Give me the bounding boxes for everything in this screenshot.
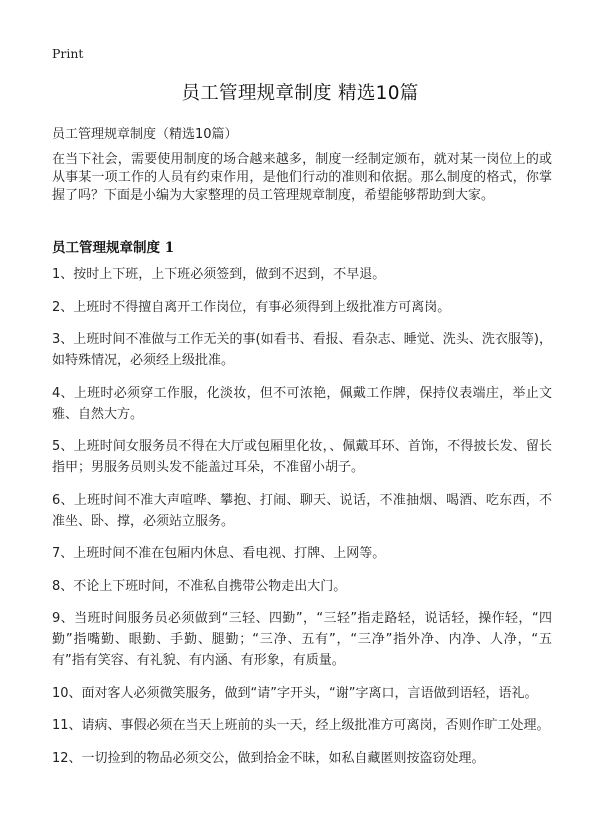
- rule-item-8: 8、不论上下班时间，不准私自携带公物走出大门。: [52, 578, 347, 594]
- section-heading: 员工管理规章制度 1: [52, 240, 175, 256]
- rule-item-9: 9、当班时间服务员必须做到“三轻、四勤”，“三轻”指走路轻，说话轻，操作轻，“四勤”指嘴勤、眼勤、手勤、腿勤；“三净、五有”，“三净”指外净、内净、人净，“五有”指有笑容、有礼貌、有内涵、有形象，有质量。: [52, 611, 552, 668]
- rule-item-1: 1、按时上下班，上下班必须签到，做到不迟到，不早退。: [52, 267, 386, 282]
- rule-item-11: 11、请病、事假必须在当天上班前的头一天，经上级批准方可离岗，否则作旷工处理。: [52, 718, 550, 733]
- rule-item-12: 12、一切捡到的物品必须交公，做到拾金不昧，如私自藏匿则按盗窃处理。: [52, 750, 485, 766]
- rule-item-5: 5、上班时间女服务员不得在大厅或包厢里化妆，、佩戴耳环、首饰，不得披长发、留长指甲；男服务员则头发不能盖过耳朵，不准留小胡子。: [52, 439, 552, 475]
- rule-item-4: 4、上班时必须穿工作服，化淡妆，但不可浓艳，佩戴工作牌，保持仪表端庄，举止文雅、自然大方。: [52, 385, 552, 422]
- rule-item-7: 7、上班时间不准在包厢内休息、看电视、打牌、上网等。: [52, 546, 386, 561]
- intro-paragraph: 在当下社会，需要使用制度的场合越来越多，制度一经制定颁布，就对某一岗位上的或从事某一项工作的人员有约束作用，是他们行动的准则和依据。那么制度的格式，你掌握了吗？下面是小编为大家整理的员工管理规章制度，希望能够帮助到大家。: [52, 152, 552, 203]
- print-link[interactable]: Print: [52, 46, 84, 61]
- document-subtitle: 员工管理规章制度（精选10篇）: [52, 127, 238, 142]
- rule-item-6: 6、上班时间不准大声喧哗、攀抱、打闹、聊天、说话，不准抽烟、喝酒、吃东西，不准坐、卧、撑，必须站立服务。: [52, 492, 552, 529]
- document-title: 员工管理规章制度 精选10篇: [181, 83, 419, 104]
- rule-item-2: 2、上班时不得擅自离开工作岗位，有事必须得到上级批准方可离岗。: [52, 299, 451, 315]
- rule-item-3: 3、上班时间不准做与工作无关的事(如看书、看报、看杂志、睡觉、洗头、洗衣服等)，如特殊情况，必须经上级批准。: [52, 332, 552, 368]
- rule-item-10: 10、面对客人必须微笑服务，做到“请”字开头，“谢”字离口，言语做到语轻，语礼。: [52, 685, 538, 701]
- rules-list: [52, 264, 552, 780]
